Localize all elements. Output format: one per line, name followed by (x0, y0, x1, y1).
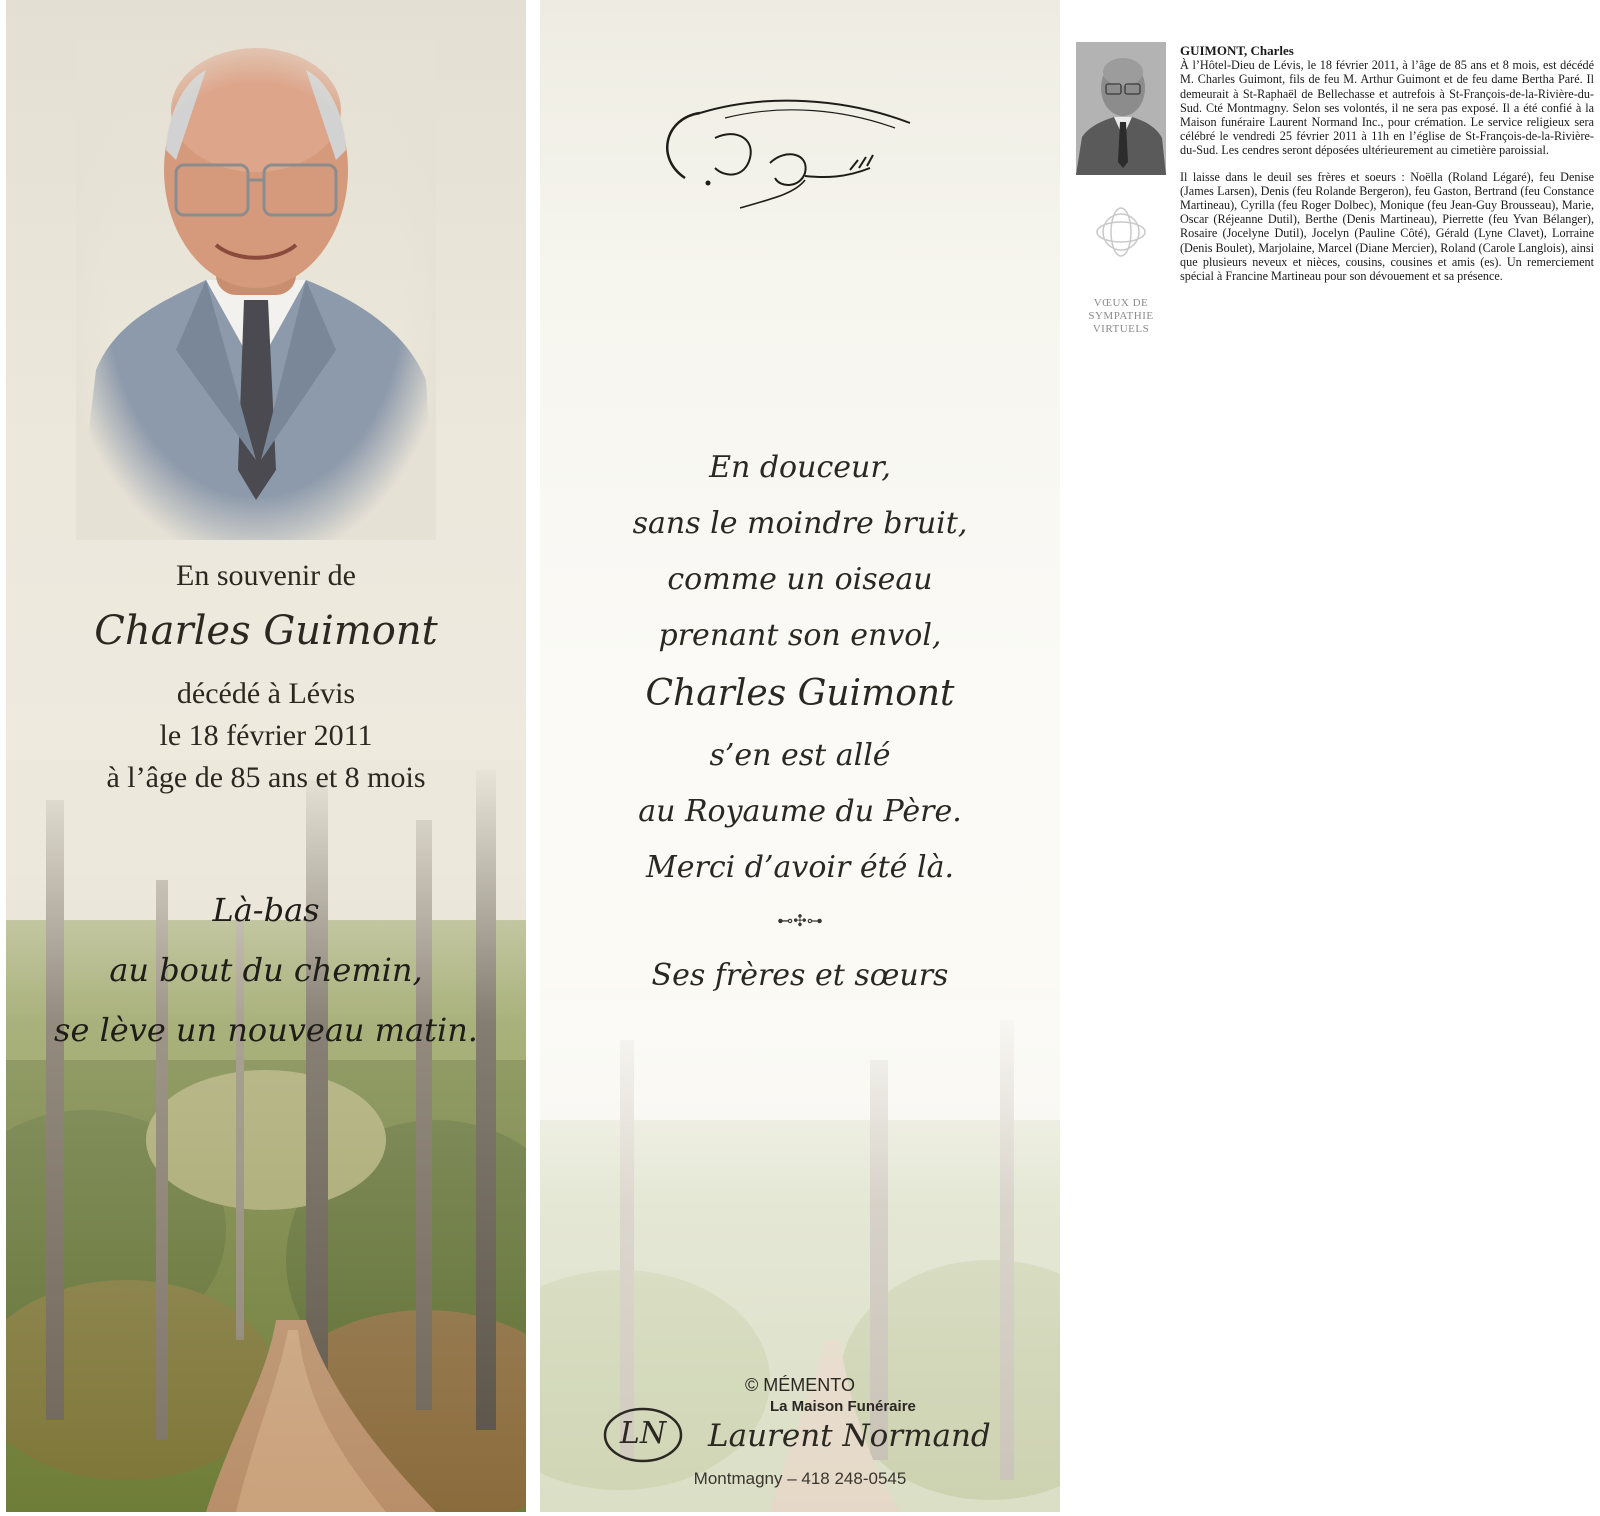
death-date: le 18 février 2011 (159, 719, 373, 752)
poem-line-5: s’en est allé (709, 738, 891, 773)
logo-monogram-text: LN (619, 1416, 667, 1451)
forest-path-illustration (6, 760, 526, 1512)
funeral-home-prefix: La Maison Funéraire (770, 1398, 916, 1415)
verse-line-2: au bout du chemin, (109, 951, 423, 989)
portrait-photo (76, 40, 436, 540)
funeral-home-contact: Montmagny – 418 248-0545 (693, 1469, 907, 1488)
obituary-heading: GUIMONT, Charles (1180, 43, 1294, 58)
copyright-credit: © MÉMENTO (745, 1375, 855, 1395)
obituary-body: À l’Hôtel-Dieu de Lévis, le 18 février 2011, à l’âge de 85 ans et 8 mois, est décédé M. Charles Guimont, fils de feu M. Arthur Guimont et de feu dame Bertha Paré. Il demeurait à St-Raphaël de Bellechasse et autrefois à St-François-de-la-Rivière-du-Sud. Cté Montmagny. Selon ses volontés, il ne sera pas exposé. Il a été confié à la Maison funéraire Laurent Normand Inc., pour crémation. Le service religieux sera célébré le vendredi 25 février 2011 à 11h en l’église de St-François-de-la-Rivière-du-Sud. Les cendres seront déposées ultérieurement au cimetière paroissial. (1180, 58, 1594, 158)
virtual-sympathy-logo (1066, 202, 1176, 342)
sympathy-flower-icon (1066, 202, 1176, 292)
verse-line-1: Là-bas (212, 891, 320, 929)
memorial-prefix: En souvenir de (176, 559, 356, 592)
death-place: décédé à Lévis (176, 677, 356, 710)
obituary-portrait-image (1076, 42, 1166, 175)
funeral-home-name: Laurent Normand (708, 1418, 991, 1454)
age-at-death: à l’âge de 85 ans et 8 mois (106, 761, 426, 794)
ornament-divider: ⊷✣⊶ (777, 913, 823, 930)
obituary-text-column (1180, 44, 1594, 283)
poem-line-2: sans le moindre bruit, (632, 506, 968, 541)
funeral-home-logo (598, 1404, 688, 1466)
memorial-card-front (6, 0, 526, 1512)
poem-line-4: prenant son envol, (658, 618, 942, 653)
obituary-photo (1076, 42, 1166, 175)
obituary-survivors: Il laisse dans le deuil ses frères et soeurs : Noëlla (Roland Légaré), feu Denise (James Larsen), Denis (feu Rolande Bergeron), feu Gaston, Bertrand (feu Constance Martineau), Cyrilla (feu Roger Dolbec), Monique (feu Jean-Guy Brousseau), Marie, Oscar (Réjeanne Dutil), Berthe (Denis Martineau), Pierrette (feu Yvan Bélanger), Rosaire (Jocelyne Dutil), Jocelyn (Pauline Côté), Gérald (Lyne Clavet), Lorraine (Denis Boulet), Marjolaine, Marcel (Diane Mercier), Roland (Carole Langlois), ainsi que plusieurs neveux et nièces, cousins, cousines et amis (es). Un remerciement spécial à Francine Martineau pour son dévouement et sa présence. (1180, 169, 1594, 284)
signature-siblings: Ses frères et sœurs (651, 958, 949, 993)
dove-icon (645, 88, 925, 228)
poem-line-3: comme un oiseau (667, 562, 933, 597)
poem-line-7: Merci d’avoir été là. (646, 850, 954, 885)
sympathy-logo-text: VŒUX DE SYMPATHIE VIRTUELS (1088, 297, 1154, 335)
newspaper-obituary (1066, 42, 1598, 377)
poem-deceased-name: Charles Guimont (645, 673, 955, 714)
poem-line-6: au Royaume du Père. (638, 794, 962, 829)
memorial-card-back (540, 0, 1060, 1512)
deceased-name: Charles Guimont (94, 608, 438, 654)
poem-line-1: En douceur, (709, 450, 891, 485)
verse-line-3: se lève un nouveau matin. (54, 1011, 478, 1049)
